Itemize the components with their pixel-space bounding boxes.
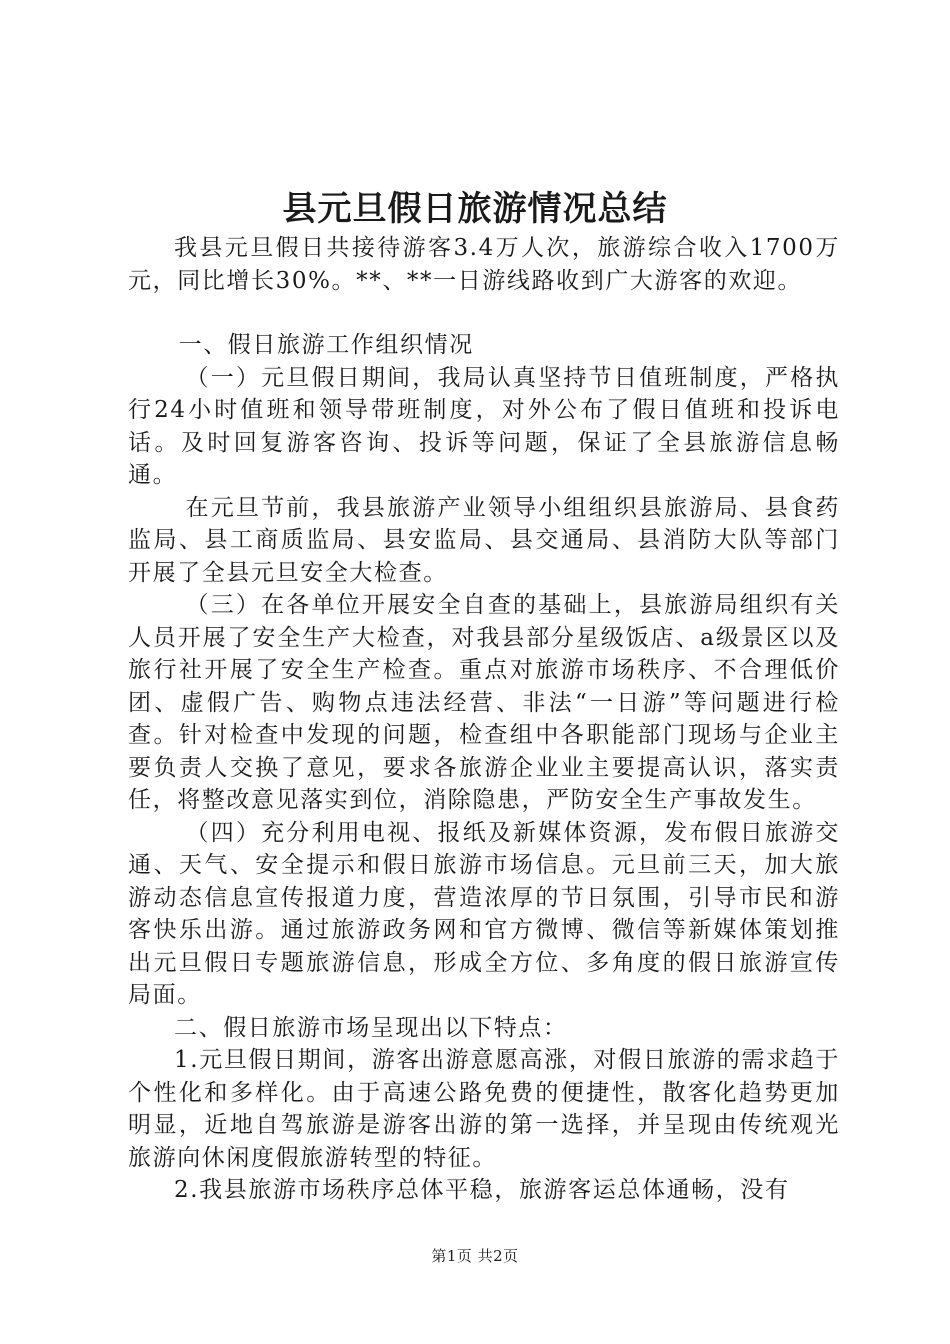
intro-paragraph: 我县元旦假日共接待游客3.4万人次，旅游综合收入1700万元，同比增长30%。**、**一日游线路收到广大游客的欢迎。 [128,235,840,294]
section-heading-2: 二、假日旅游市场呈现出以下特点： [174,1014,568,1041]
paragraph-item-4: （四）充分利用电视、报纸及新媒体资源，发布假日旅游交通、天气、安全提示和假日旅游市场信息。元旦前三天，加大旅游动态信息宣传报道力度，营造浓厚的节日氛围，引导市民和游客快乐出游。通过旅游政务网和官方微博、微信等新媒体策划推出元旦假日专题旅游信息，形成全方位、多角度的假日旅游宣传局面。 [128,819,840,1008]
document-body [128,232,840,1207]
paragraph-item-3: （三）在各单位开展安全自查的基础上，县旅游局组织有关人员开展了安全生产大检查，对我县部分星级饭店、a级景区以及旅行社开展了安全生产检查。重点对旅游市场秩序、不合理低价团、虚假广告、购物点违法经营、非法“一日游”等问题进行检查。针对检查中发现的问题，检查组中各职能部门现场与企业主要负责人交换了意见，要求各旅游企业业主要提高认识，落实责任，将整改意见落实到位，消除隐患，严防安全生产事故发生。 [128,592,840,813]
paragraph-item-2: 在元旦节前，我县旅游产业领导小组组织县旅游局、县食药监局、县工商质监局、县安监局、县交通局、县消防大队等部门开展了全县元旦安全大检查。 [128,494,840,586]
feature-item-1: 1.元旦假日期间，游客出游意愿高涨，对假日旅游的需求趋于个性化和多样化。由于高速公路免费的便捷性，散客化趋势更加明显，近地自驾旅游是游客出游的第一选择，并呈现由传统观光旅游向休闲度假旅游转型的特征。 [128,1047,840,1171]
page-number-footer: 第1页 共2页 [431,1247,519,1265]
feature-item-2: 2.我县旅游市场秩序总体平稳，旅游客运总体通畅，没有 [174,1177,790,1203]
page-title: 县元旦假日旅游情况总结 [282,189,668,229]
paragraph-item-1: （一）元旦假日期间，我局认真坚持节日值班制度，严格执行24小时值班和领导带班制度，对外公布了假日值班和投诉电话。及时回复游客咨询、投诉等问题，保证了全县旅游信息畅通。 [128,364,840,488]
section-heading-1: 一、假日旅游工作组织情况 [178,332,474,358]
